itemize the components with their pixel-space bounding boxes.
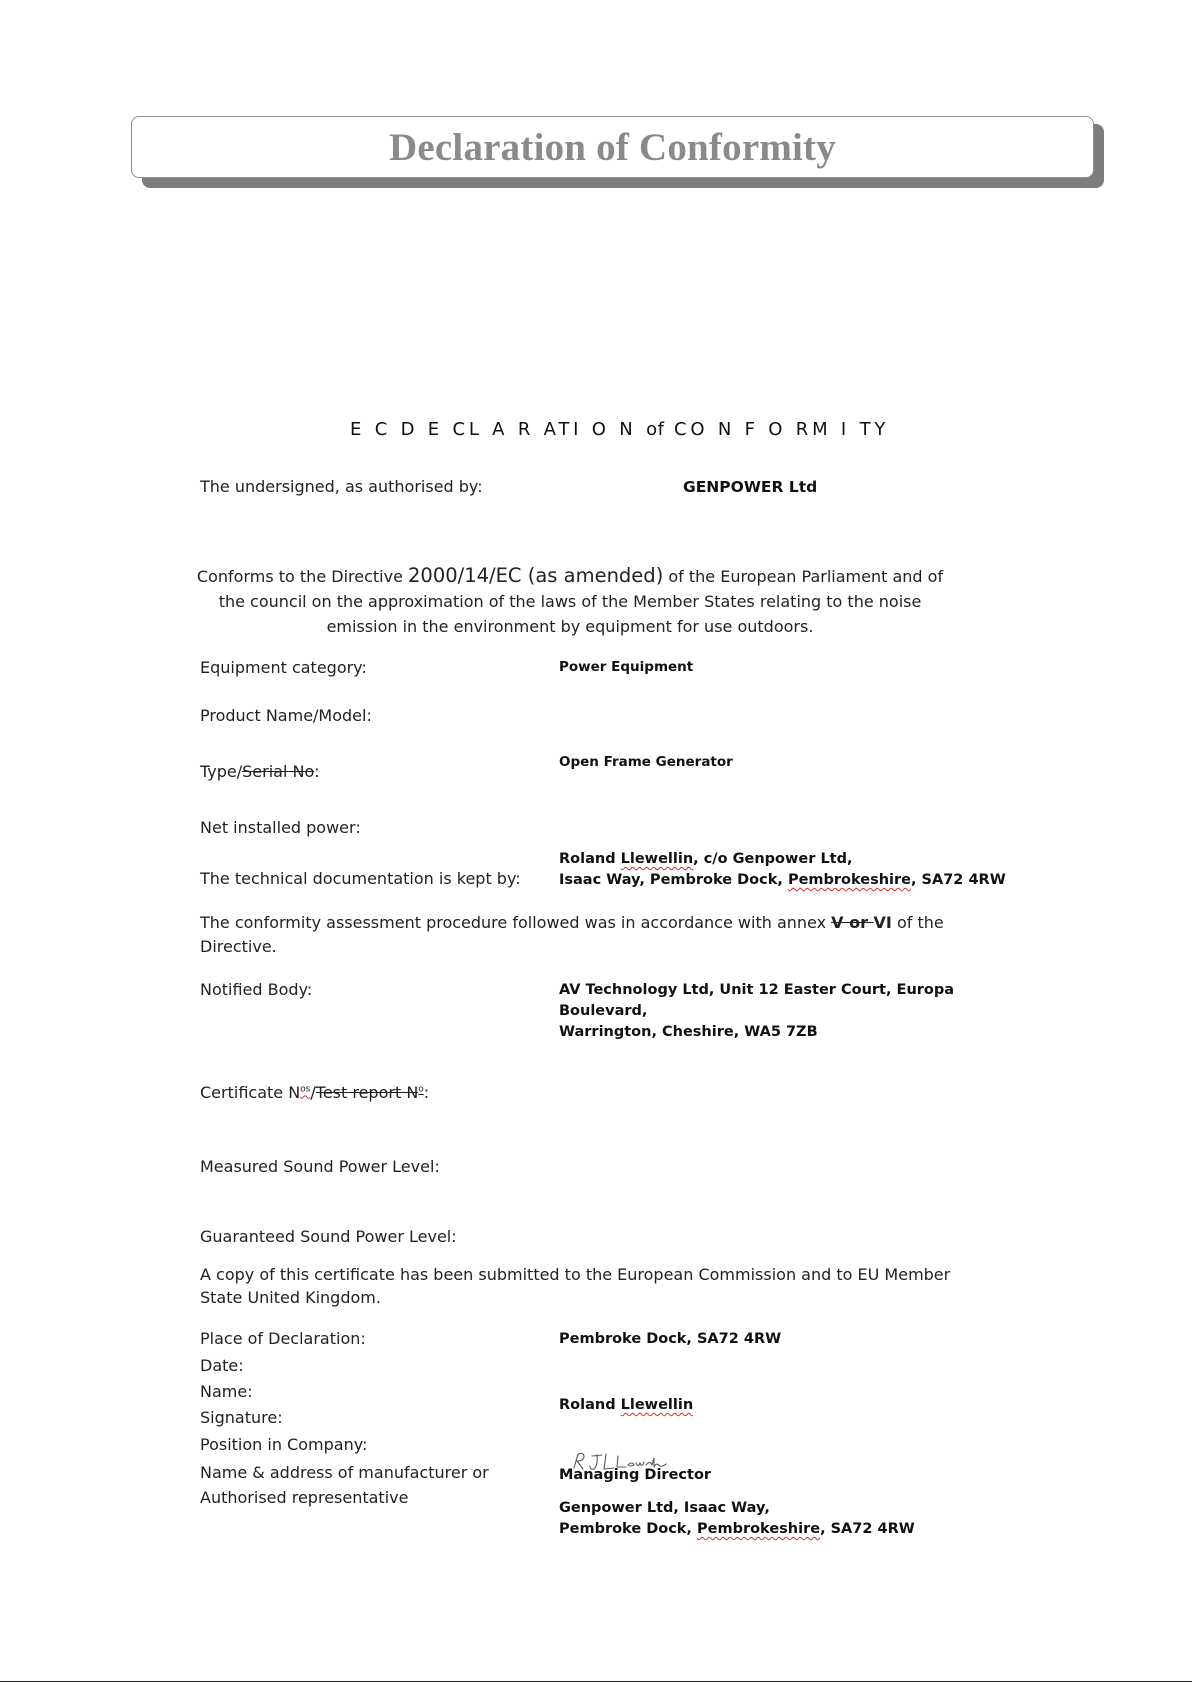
net-power-label: Net installed power: xyxy=(200,818,361,837)
tech-doc-line-1: Roland Llewellin, c/o Genpower Ltd, xyxy=(559,851,853,867)
banner-title: Declaration of Conformity xyxy=(389,125,836,169)
document-heading xyxy=(350,419,889,440)
position-value: Managing Director xyxy=(559,1467,712,1483)
heading-part-2: of xyxy=(646,419,665,440)
directive-number: 2000/14/EC (as amended xyxy=(408,564,656,587)
manufacturer-label: Name & address of manufacturer or Authorised representative xyxy=(200,1463,489,1507)
directive-line-2: the council on the approximation of the laws of the Member States relating to the noise xyxy=(218,592,922,611)
place-label: Place of Declaration: xyxy=(200,1329,366,1348)
title-banner xyxy=(131,116,1094,178)
struck-test-report: Test report $N^o$ xyxy=(315,1083,424,1102)
directive-line-1: Conforms to the Directive 2000/14/EC (as amended) of the European Parliament and of xyxy=(196,564,944,587)
place-value: Pembroke Dock, SA72 4RW xyxy=(559,1331,782,1347)
copy-note: A copy of this certificate has been submitted to the European Commission and to EU Member State United Kingdom. xyxy=(200,1265,951,1307)
directive-line-3: emission in the environment by equipment for use outdoors. xyxy=(326,617,814,636)
product-name-label: Product Name/Model: xyxy=(200,706,372,725)
tech-doc-line-2: Isaac Way, Pembroke Dock, Pembrokeshire, SA72 4RW xyxy=(559,872,1006,888)
heading-part-3: CO N F O RM I TY xyxy=(673,419,890,440)
guaranteed-sound-label: Guaranteed Sound Power Level: xyxy=(200,1227,457,1246)
equipment-category-value: Power Equipment xyxy=(559,659,694,675)
name-value: Roland Llewellin xyxy=(559,1397,694,1413)
notified-body-label: Notified Body: xyxy=(200,980,313,999)
assessment-paragraph: The conformity assessment procedure followed was in accordance with annex V or VI of the Directive. xyxy=(200,913,944,956)
directive-paragraph xyxy=(190,563,950,639)
notified-body-value: AV Technology Ltd, Unit 12 Easter Court, Europa Boulevard, Warrington, Cheshire, WA5 7ZB xyxy=(559,982,955,1040)
struck-serial-no: Serial No xyxy=(242,762,315,781)
page-bottom-rule xyxy=(0,1681,1192,1682)
certificate-label: Certificate $N^{os}$/Test report $N^o$: xyxy=(200,1083,430,1102)
authorised-label: The undersigned, as authorised by: xyxy=(200,477,483,496)
type-serial-label: Type/Serial No: xyxy=(200,762,320,781)
authorised-company: GENPOWER Ltd xyxy=(683,478,818,496)
type-value: Open Frame Generator xyxy=(559,754,733,770)
measured-sound-label: Measured Sound Power Level: xyxy=(200,1157,440,1176)
date-label: Date: xyxy=(200,1356,244,1375)
position-label: Position in Company: xyxy=(200,1435,368,1454)
struck-annex-v: V or xyxy=(831,913,874,932)
tech-doc-label: The technical documentation is kept by: xyxy=(200,869,521,888)
name-label: Name: xyxy=(200,1382,253,1401)
manufacturer-value: Genpower Ltd, Isaac Way, Pembroke Dock, Pembrokeshire, SA72 4RW xyxy=(559,1500,915,1537)
signature-label: Signature: xyxy=(200,1408,283,1427)
equipment-category-label: Equipment category: xyxy=(200,658,367,677)
heading-part-1: E C D E CL A R ATI O N xyxy=(350,419,637,440)
